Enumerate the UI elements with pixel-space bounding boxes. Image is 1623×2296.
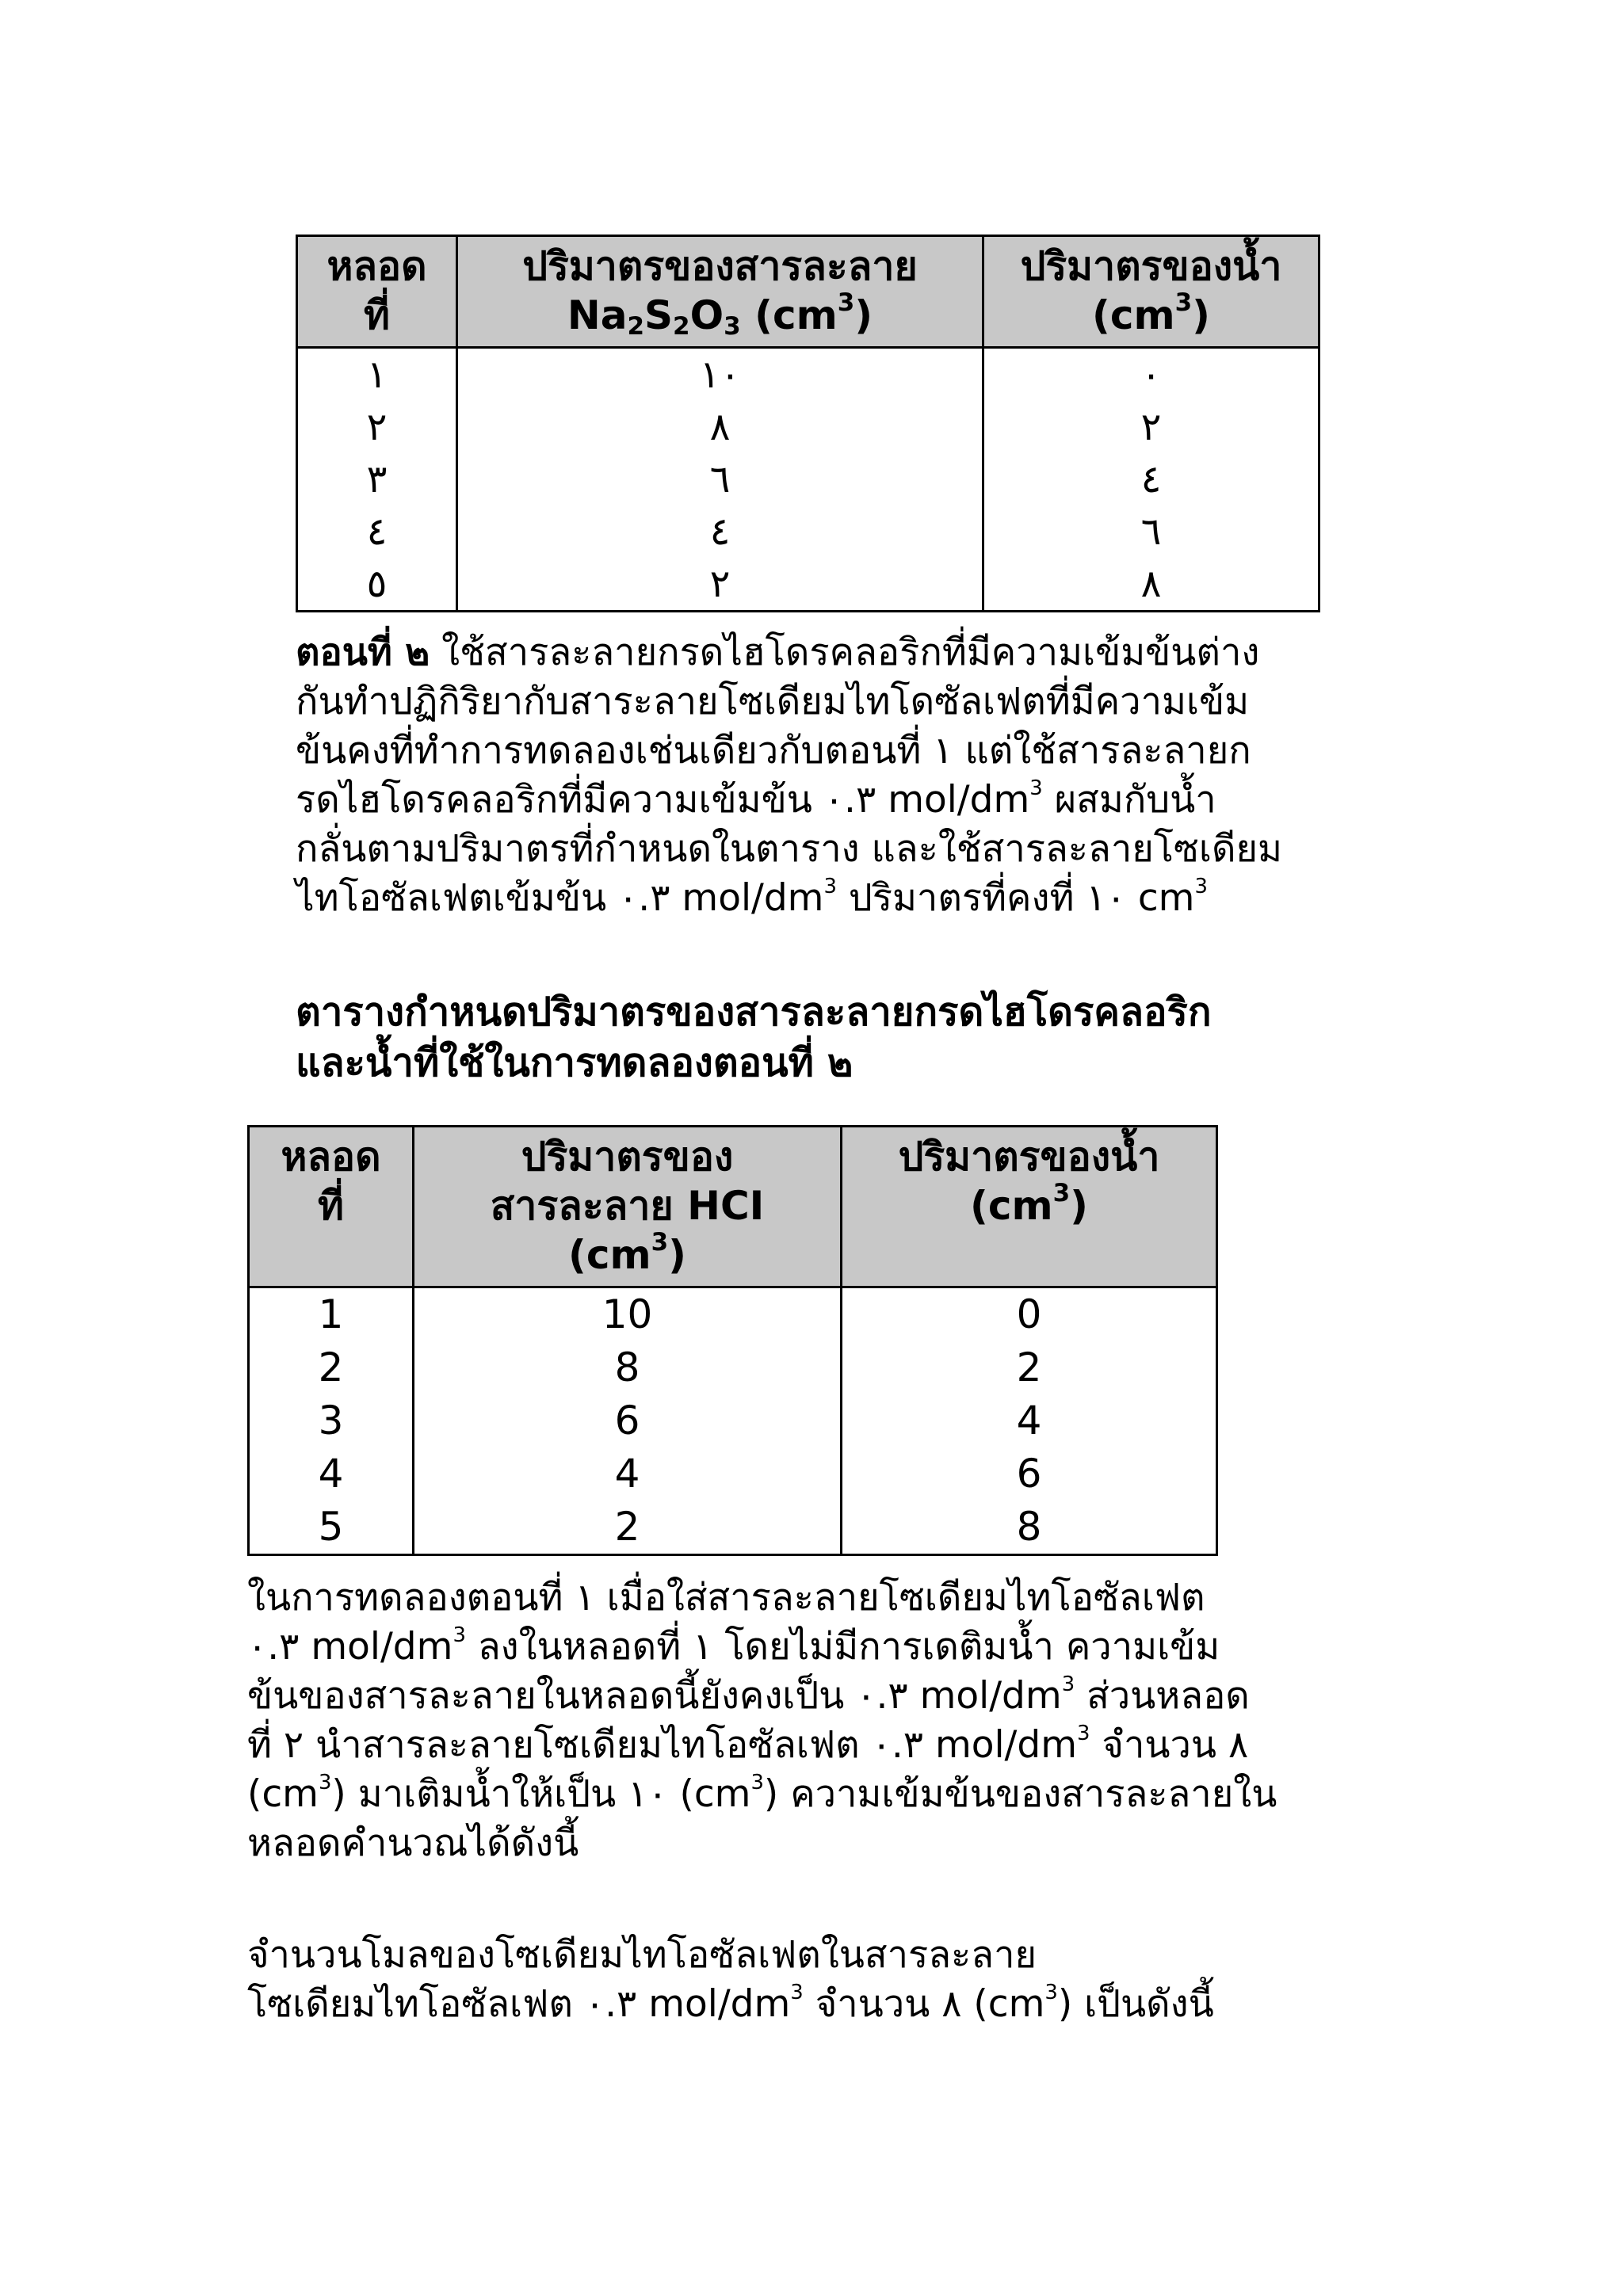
text-line: กันทำปฏิกิริยากับสาระลายโซเดียมไทโดซัลเฟตที่มีความเข้ม [296, 680, 1250, 723]
text-line [296, 628, 1282, 677]
table-concentration-part1 [296, 235, 1320, 612]
table-cell: 5 [249, 1501, 414, 1555]
table-row [297, 453, 1319, 505]
text-line: ٠.٣ mol/$dm^3$ ลงในหลอดที่ ١ โดยไม่มีการเดติมน้ำ ความเข้ม [247, 1623, 1220, 1669]
header-tube-no [297, 236, 457, 348]
section-heading: ตอนที่ ๒ [296, 631, 430, 674]
table-concentration-part2 [247, 1125, 1218, 1556]
header-line: ปริมาตรของน้ำ [898, 1134, 1160, 1180]
table-cell: ١٠ [457, 348, 983, 402]
text-line: ข้นคงที่ทำการทดลองเช่นเดียวกับตอนที่ ١ แต่ใช้สารละลายก [296, 729, 1251, 772]
table-cell: 1 [249, 1287, 414, 1342]
table-cell: 6 [842, 1447, 1217, 1501]
table-header-row [249, 1127, 1217, 1287]
table2-title [296, 987, 1212, 1089]
header-line: หลอด [281, 1134, 381, 1180]
header-line: หลอด [327, 243, 427, 289]
table-cell: 4 [249, 1447, 414, 1501]
table-cell: ٤ [457, 505, 983, 558]
table-cell: 0 [842, 1287, 1217, 1342]
table-row [249, 1341, 1217, 1394]
paragraph-part2-description [296, 628, 1282, 923]
table-cell: 8 [414, 1341, 842, 1394]
header-line: ปริมาตรของสารละลาย [522, 243, 918, 289]
table-row [249, 1501, 1217, 1555]
table-cell: ٥ [297, 558, 457, 612]
table-cell: 4 [414, 1447, 842, 1501]
table-cell: 4 [842, 1394, 1217, 1447]
header-formula: $Na_2S_2O_3$ $(cm^3)$ [567, 288, 873, 341]
table-cell: ٢ [297, 401, 457, 453]
text-line: ในการทดลองตอนที่ ١ เมื่อใส่สารละลายโซเดียมไทโอซัลเฟต [247, 1576, 1205, 1619]
title-line: และน้ำที่ใช้ในการทดลองตอนที่ ๒ [296, 1040, 854, 1085]
table-cell: ٢ [457, 558, 983, 612]
text-line: โซเดียมไทโอซัลเฟต ٠.٣ mol/$dm^3$ จำนวน ٨ $(cm^3)$ เป็นดังนี้ [247, 1981, 1214, 2026]
header-hcl-volume [414, 1127, 842, 1287]
header-line: ที่ [364, 292, 390, 338]
title-line: ตารางกำหนดปริมาตรของสารละลายกรดไฮโดรคลอริก [296, 990, 1212, 1035]
table-row [249, 1447, 1217, 1501]
table-cell: ٨ [983, 558, 1319, 612]
table-row [249, 1287, 1217, 1342]
table-cell: ٤ [297, 505, 457, 558]
paragraph-calculation-intro [247, 1573, 1277, 1868]
header-line: ปริมาตรของ [521, 1134, 734, 1180]
header-line: ปริมาตรของน้ำ [1020, 243, 1282, 289]
table-cell: 2 [414, 1501, 842, 1555]
text-line: ที่ ٢ นำสารละลายโซเดียมไทโอซัลเฟต ٠.٣ mol/$dm^3$ จำนวน ٨ [247, 1722, 1249, 1767]
header-line: $(cm^3)$ [1091, 288, 1211, 338]
table-cell: 10 [414, 1287, 842, 1342]
table-row [297, 348, 1319, 402]
text-line: ไทโอซัลเฟตเข้มข้น ٠.٣ mol/$dm^3$ ปริมาตรที่คงที่ ١٠ $cm^3$ [296, 875, 1208, 920]
table-cell: 2 [842, 1341, 1217, 1394]
text-line: จำนวนโมลของโซเดียมไทโอซัลเฟตในสารละลาย [247, 1933, 1037, 1977]
header-line: สารละลาย HCI [490, 1183, 765, 1229]
text-line-content: ใช้สารละลายกรดไฮโดรคลอริกที่มีความเข้มข้นต่าง [430, 631, 1260, 674]
table-cell: 2 [249, 1341, 414, 1394]
table-row [297, 558, 1319, 612]
table-cell: ٦ [457, 453, 983, 505]
table-cell: ٢ [983, 401, 1319, 453]
text-line: $(cm^3)$ มาเติมน้ำให้เป็น ١٠ $(cm^3)$ ความเข้มข้นของสารละลายใน [247, 1771, 1277, 1816]
paragraph-mole-calculation [247, 1931, 1214, 2029]
table-cell: 6 [414, 1394, 842, 1447]
table-cell: ٨ [457, 401, 983, 453]
header-tube-no [249, 1127, 414, 1287]
table-row [297, 401, 1319, 453]
text-line: ข้นของสารละลายในหลอดนี้ยังคงเป็น ٠.٣ mol/$dm^3$ ส่วนหลอด [247, 1672, 1250, 1718]
table-cell: 3 [249, 1394, 414, 1447]
text-line: หลอดคำนวณได้ดังนี้ [247, 1821, 579, 1865]
table-cell: ١ [297, 348, 457, 402]
text-line: กลั่นตามปริมาตรที่กำหนดในตาราง และใช้สารละลายโซเดียม [296, 827, 1283, 871]
header-solution-volume [457, 236, 983, 348]
text-line: รดไฮโดรคลอริกที่มีความเข้มข้น ٠.٣ mol/$dm^3$ ผสมกับน้ำ [296, 776, 1216, 822]
table-cell: ٣ [297, 453, 457, 505]
header-line: ที่ [318, 1183, 344, 1229]
table-header-row [297, 236, 1319, 348]
header-line: $(cm^3)$ [567, 1227, 687, 1278]
header-water-volume [842, 1127, 1217, 1287]
table-cell: ٤ [983, 453, 1319, 505]
table-row [249, 1394, 1217, 1447]
table-cell: ٦ [983, 505, 1319, 558]
header-line: $(cm^3)$ [969, 1178, 1089, 1229]
table-cell: ٠ [983, 348, 1319, 402]
table-row [297, 505, 1319, 558]
table-cell: 8 [842, 1501, 1217, 1555]
header-water-volume [983, 236, 1319, 348]
